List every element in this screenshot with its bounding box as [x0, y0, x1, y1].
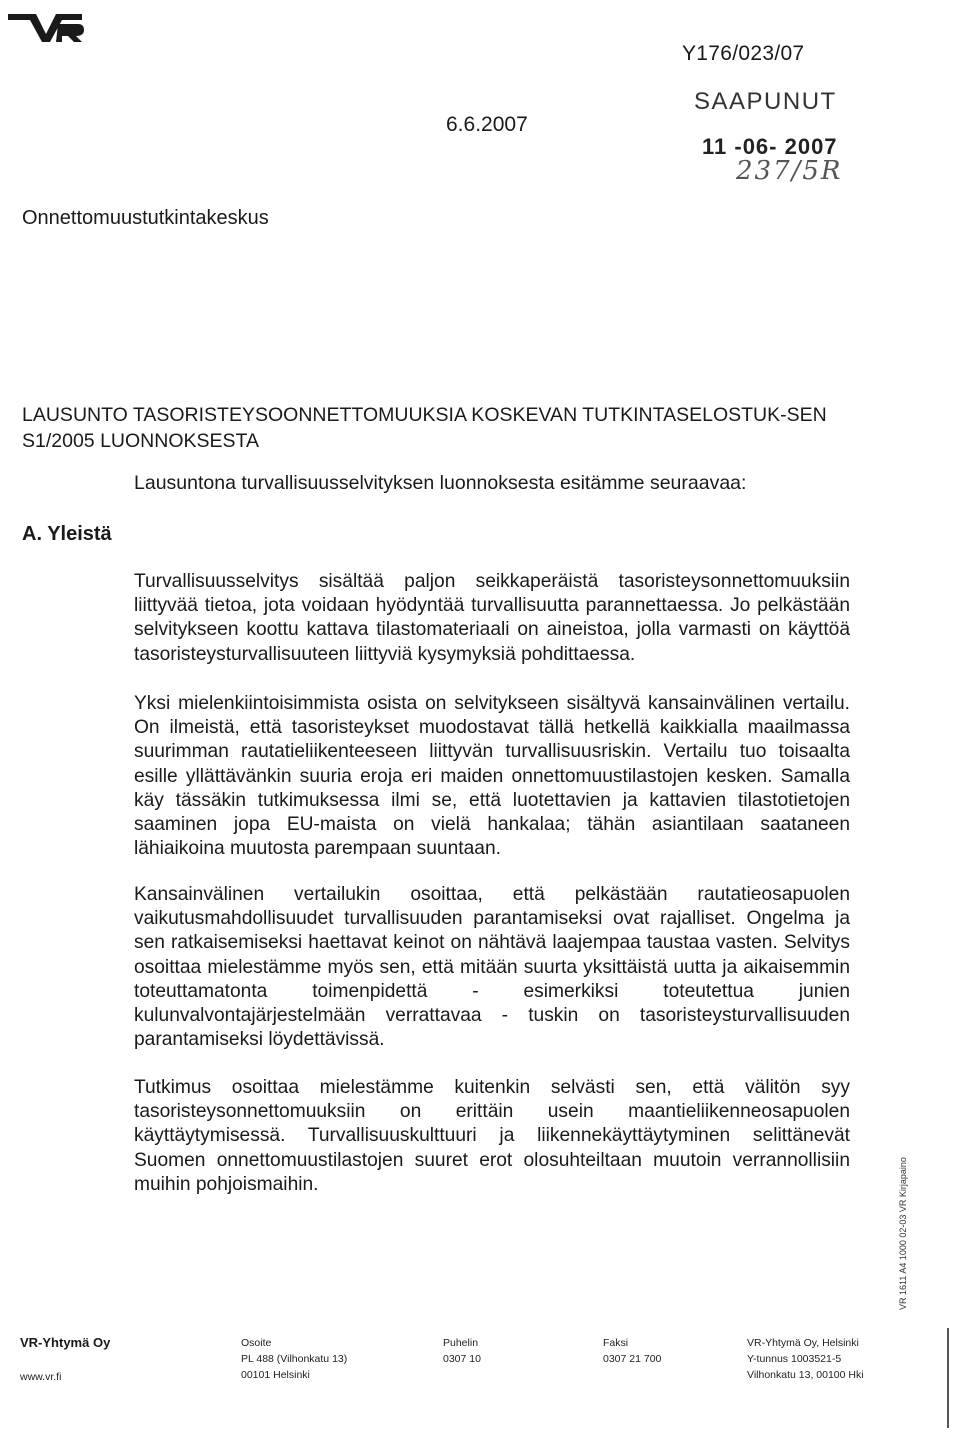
footer-address-line: PL 488 (Vilhonkatu 13)	[241, 1353, 348, 1365]
footer-phone	[443, 1335, 481, 1367]
scan-edge-line	[947, 1328, 949, 1428]
reference-number: Y176/023/07	[682, 42, 805, 65]
footer-address-line: 00101 Helsinki	[241, 1369, 310, 1381]
footer-fax-label: Faksi	[603, 1337, 629, 1349]
footer-registration-line: VR-Yhtymä Oy, Helsinki	[747, 1337, 859, 1349]
recipient: Onnettomuustutkintakeskus	[22, 207, 269, 229]
body-paragraph: Yksi mielenkiintoisimmista osista on selvitykseen sisältyvä kansainvälinen vertailu. On ilmeistä, että tasoristeykset muodostavat tällä hetkellä kaikkialla maailmassa suurimman rautatieliikenteeseen liittyvän turvallisuusriskin. Vertailu tuo toisaalta esille yllättävänkin suuria eroja eri maiden onnettomuustilastojen kesken. Samalla käy tässäkin tutkimuksessa ilmi se, että luotettavien ja kattavien tilastotietojen saaminen jopa EU-maista on vielä hankalaa; tähän asiantilaan saataneen lähiaikoina muutosta parempaan suuntaan.	[134, 693, 850, 860]
footer-registration-line: Y-tunnus 1003521-5	[747, 1353, 842, 1365]
received-stamp-title: SAAPUNUT	[694, 88, 837, 115]
letter-date: 6.6.2007	[446, 113, 528, 136]
footer-address-label: Osoite	[241, 1337, 272, 1349]
letter-intro: Lausuntona turvallisuusselvityksen luonnoksesta esitämme seuraavaa:	[134, 472, 747, 494]
vr-logo	[6, 8, 84, 46]
body-paragraph: Tutkimus osoittaa mielestämme kuitenkin selvästi sen, että välitön syy tasoristeysonnettomuuksiin on erittäin usein maantieliikenneosapuolen käyttäytymisessä. Turvallisuuskulttuuri ja liikennekäyttäytyminen selittänevät Suomen onnettomuustilastojen suuret erot olosuhteiltaan muutoin verrannollisiin muihin pohjoismaihin.	[134, 1077, 850, 1195]
footer-address	[241, 1335, 347, 1383]
letter-subject: LAUSUNTO TASORISTEYSOONNETTOMUUKSIA KOSKEVAN TUTKINTASELOSTUK-SEN S1/2005 LUONNOKSESTA	[22, 404, 827, 452]
footer-company: VR-Yhtymä Oy	[20, 1335, 111, 1350]
footer-fax-value: 0307 21 700	[603, 1353, 662, 1365]
footer-registration	[747, 1335, 864, 1383]
margin-print-code-text: VR 1611 A4 1000 02-03 VR Kirjapaino	[898, 1157, 908, 1310]
footer-fax	[603, 1335, 661, 1367]
received-stamp-date: 11 -06- 2007	[702, 134, 838, 159]
section-heading: A. Yleistä	[22, 523, 112, 545]
body-paragraph: Turvallisuusselvitys sisältää paljon seikkaperäistä tasoristeysonnettomuuksiin liittyvää tietoa, jota voidaan hyödyntää turvallisuutta parannettaessa. Jo pelkästään selvitykseen koottu kattava tilastomateriaali on aineistoa, jolla varmasti on käyttöä tasoristeysturvallisuuteen liittyviä kysymyksiä pohdittaessa.	[134, 571, 850, 665]
margin-print-code	[898, 1130, 922, 1310]
footer-registration-line: Vilhonkatu 13, 00100 Hki	[747, 1369, 864, 1381]
body-paragraph: Kansainvälinen vertailukin osoittaa, että pelkästään rautatieosapuolen vaikutusmahdollisuudet turvallisuuden parantamiseksi ovat rajalliset. Ongelma ja sen ratkaisemiseksi haettavat keinot on nähtävä laajempaa taustaa vasten. Selvitys osoittaa mielestämme myös sen, että mitään suurta yksittäistä uutta ja aikaisemmin toteuttamatonta toimenpidettä - esimerkiksi toteutettua junien kulunvalvontajärjestelmään verrattavaa - tuskin on tasoristeysturvallisuuden parantamiseksi löydettävissä.	[134, 884, 850, 1051]
footer-website[interactable]: www.vr.fi	[20, 1371, 62, 1383]
handwritten-register-number: 237/5R	[736, 156, 843, 186]
footer-phone-label: Puhelin	[443, 1337, 479, 1349]
footer-phone-value: 0307 10	[443, 1353, 481, 1365]
